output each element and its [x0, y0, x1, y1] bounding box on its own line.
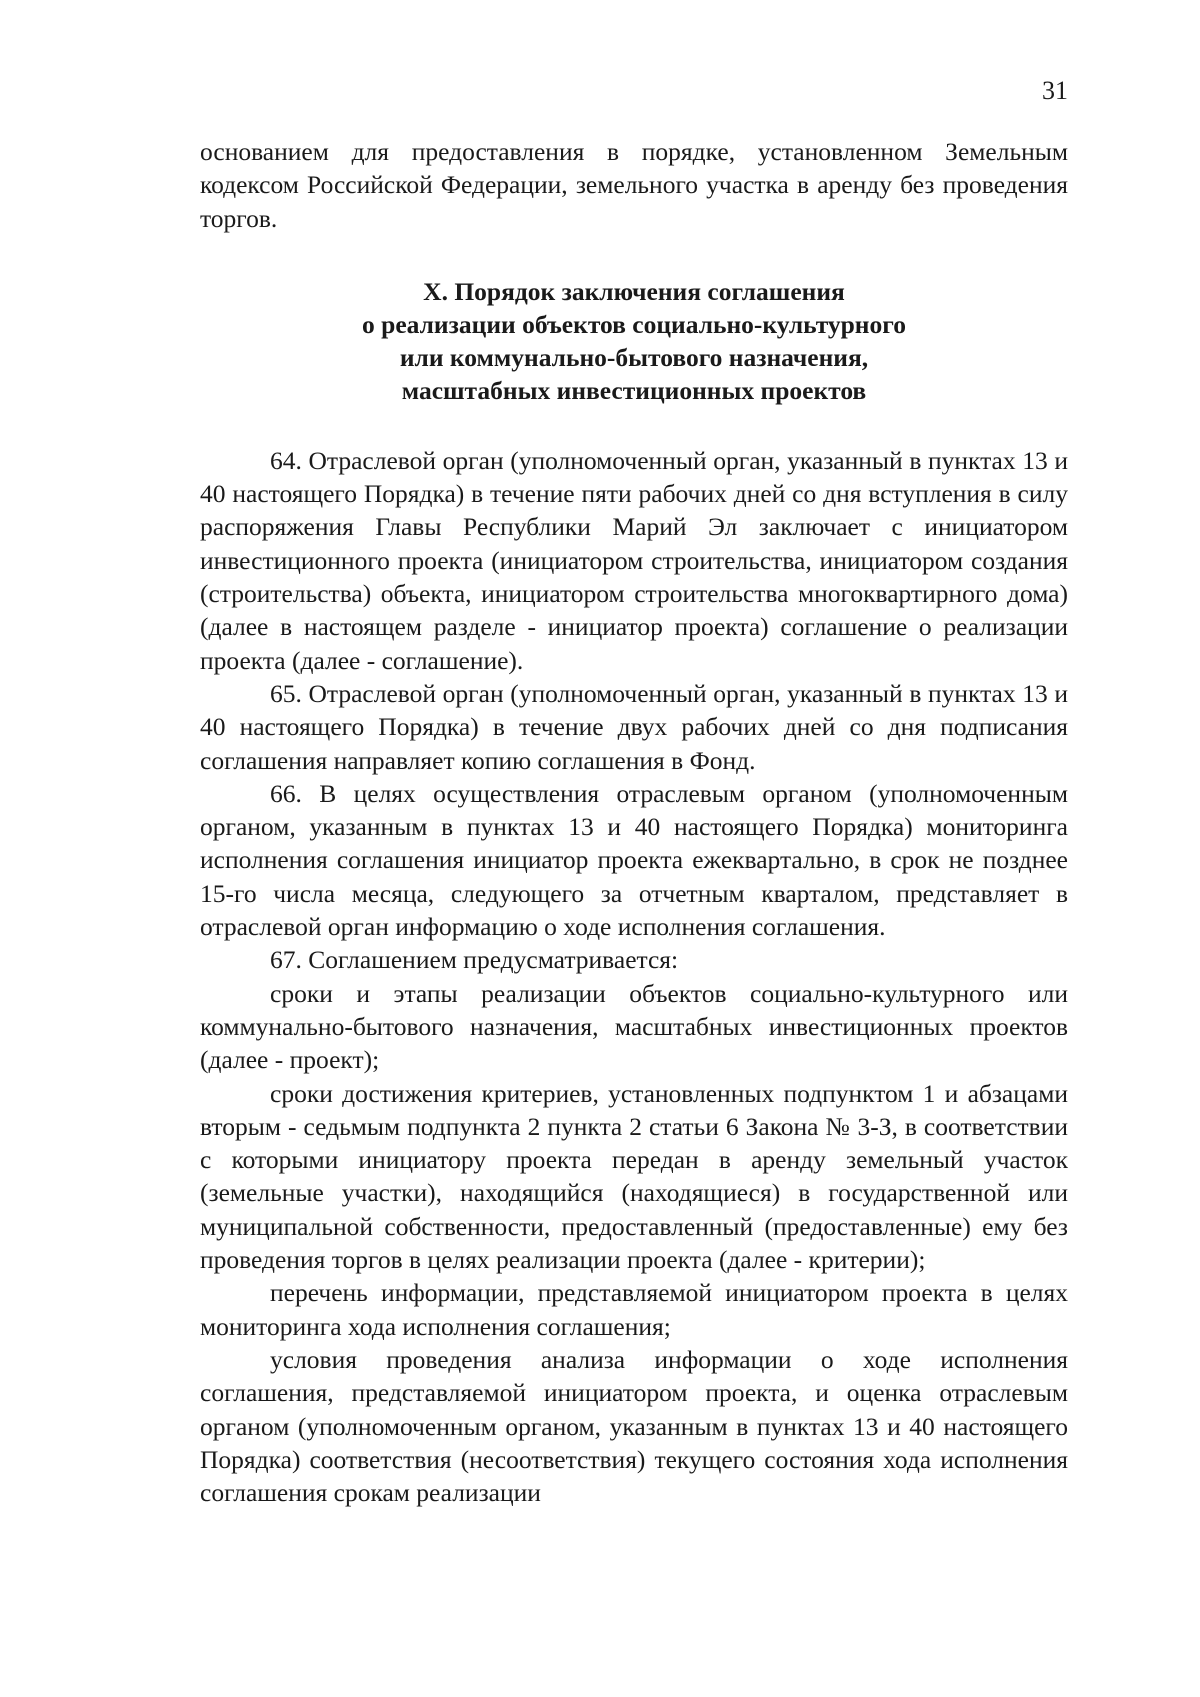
section-heading-line-2: о реализации объектов социально-культурного: [362, 309, 906, 339]
paragraph-64: 64. Отраслевой орган (уполномоченный орган, указанный в пунктах 13 и 40 настоящего Порядка) в течение пяти рабочих дней со дня вступления в силу распоряжения Главы Республики Марий Эл заключает с инициатором инвестиционного проекта (инициатором строительства, инициатором создания (строительства) объекта, инициатором строительства многоквартирного дома) (далее в настоящем разделе - инициатор проекта) соглашение о реализации проекта (далее - соглашение).: [200, 445, 1068, 675]
section-heading-line-3: или коммунально-бытового назначения,: [399, 342, 869, 372]
paragraph-66: 66. В целях осуществления отраслевым органом (уполномоченным органом, указанным в пунктах 13 и 40 настоящего Порядка) мониторинга исполнения соглашения инициатор проекта ежеквартально, в срок не позднее 15-го числа месяца, следующего за отчетным кварталом, представляет в отраслевой орган информацию о ходе исполнения соглашения.: [200, 778, 1068, 942]
intro-paragraph: основанием для предоставления в порядке, установленном Земельным кодексом Российской Федерации, земельного участка в аренду без проведения торгов.: [200, 137, 1068, 233]
paragraph-67: 67. Соглашением предусматривается:: [270, 945, 679, 975]
section-heading-line-1: X. Порядок заключения соглашения: [423, 276, 845, 306]
list-item-terms-stages: сроки и этапы реализации объектов социально-культурного или коммунально-бытового назначения, масштабных инвестиционных проектов (далее - проект);: [200, 978, 1068, 1075]
list-item-information-list: перечень информации, представляемой инициатором проекта в целях мониторинга хода исполнения соглашения;: [200, 1278, 1068, 1341]
paragraph-65: 65. Отраслевой орган (уполномоченный орган, указанный в пунктах 13 и 40 настоящего Порядка) в течение двух рабочих дней со дня подписания соглашения направляет копию соглашения в Фонд.: [200, 678, 1068, 775]
section-heading-line-4: масштабных инвестиционных проектов: [401, 375, 867, 405]
page-number: 31: [1042, 76, 1068, 105]
list-item-criteria-deadlines: сроки достижения критериев, установленных подпунктом 1 и абзацами вторым - седьмым подпункта 2 пункта 2 статьи 6 Закона № 3-З, в соответствии с которыми инициатору проекта передан в аренду земельный участок (земельные участки), находящийся (находящиеся) в государственной или муниципальной собственности, предоставленный (предоставленные) ему без проведения торгов в целях реализации проекта (далее - критерии);: [200, 1078, 1068, 1275]
section-heading: [200, 275, 1068, 407]
document-body: [200, 135, 1068, 1509]
list-item-analysis-conditions: условия проведения анализа информации о ходе исполнения соглашения, представляемой инициатором проекта, и оценка отраслевым органом (уполномоченным органом, указанным в пунктах 13 и 40 настоящего Порядка) соответствия (несоответствия) текущего состояния хода исполнения соглашения срокам реализации: [200, 1344, 1068, 1508]
